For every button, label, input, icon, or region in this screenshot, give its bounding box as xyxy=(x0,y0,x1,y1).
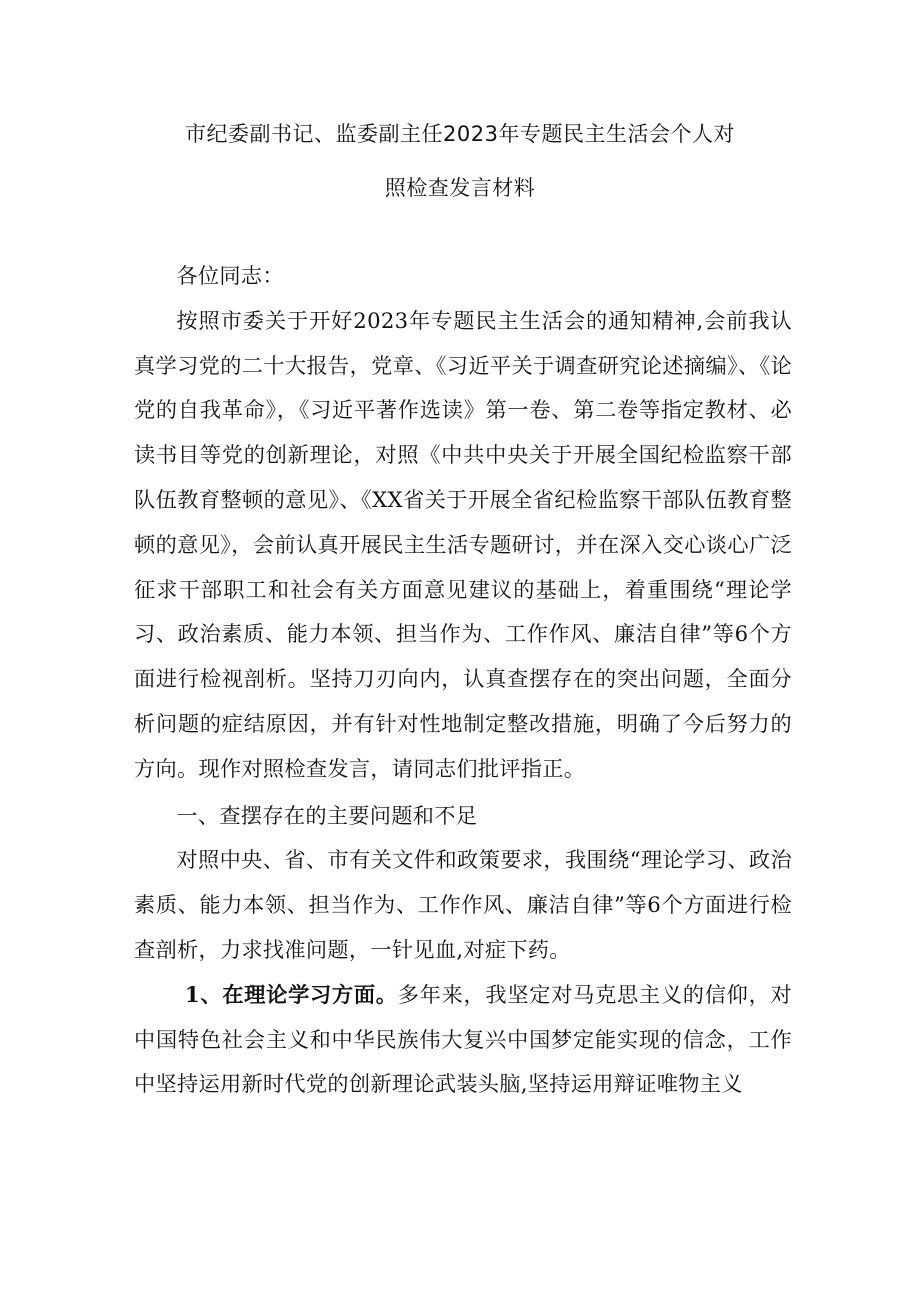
paragraph-overview: 对照中央、省、市有关文件和政策要求，我围绕“理论学习、政治素质、能力本领、担当作为、工作作风、廉洁自律”等6个方面进行检查剖析，力求找准问题，一针见血,对症下药。 xyxy=(134,847,792,962)
paragraph-item-1 xyxy=(134,973,792,1107)
salutation: 各位同志： xyxy=(176,263,284,288)
document-body xyxy=(134,254,792,1107)
document-title-line-1: 市纪委副书记、监委副主任2023年专题民主生活会个人对 xyxy=(185,122,735,146)
document-title-line-2: 照检查发言材料 xyxy=(384,176,536,200)
item-1-lead: 1、在理论学习方面。 xyxy=(184,981,398,1007)
paragraph-intro: 按照市委关于开好2023年专题民主生活会的通知精神,会前我认真学习党的二十大报告，党章、《习近平关于调查研究论述摘编》、《论党的自我革命》，《习近平著作选读》第一卷、第二卷等指定教材、必读书目等党的创新理论，对照《中共中央关于开展全国纪检监察干部队伍教育整顿的意见》、《XX省关于开展全省纪检监察干部队伍教育整顿的意见》，会前认真开展民主生活专题研讨，并在深入交心谈心广泛征求干部职工和社会有关方面意见建议的基础上，着重围绕“理论学习、政治素质、能力本领、担当作为、工作作风、廉洁自律”等6个方面进行检视剖析。坚持刀刃向内，认真查摆存在的突出问题，全面分析问题的症结原因，并有针对性地制定整改措施，明确了今后努力的方向。现作对照检查发言，请同志们批评指正。 xyxy=(134,307,792,781)
section-heading-1: 一、查摆存在的主要问题和不足 xyxy=(176,802,478,828)
item-1-text: 多年来，我坚定对马克思主义的信仰，对中国特色社会主义和中华民族伟大复兴中国梦定能实现的信念，工作中坚持运用新时代党的创新理论武装头脑,坚持运用辩证唯物主义 xyxy=(134,981,792,1097)
